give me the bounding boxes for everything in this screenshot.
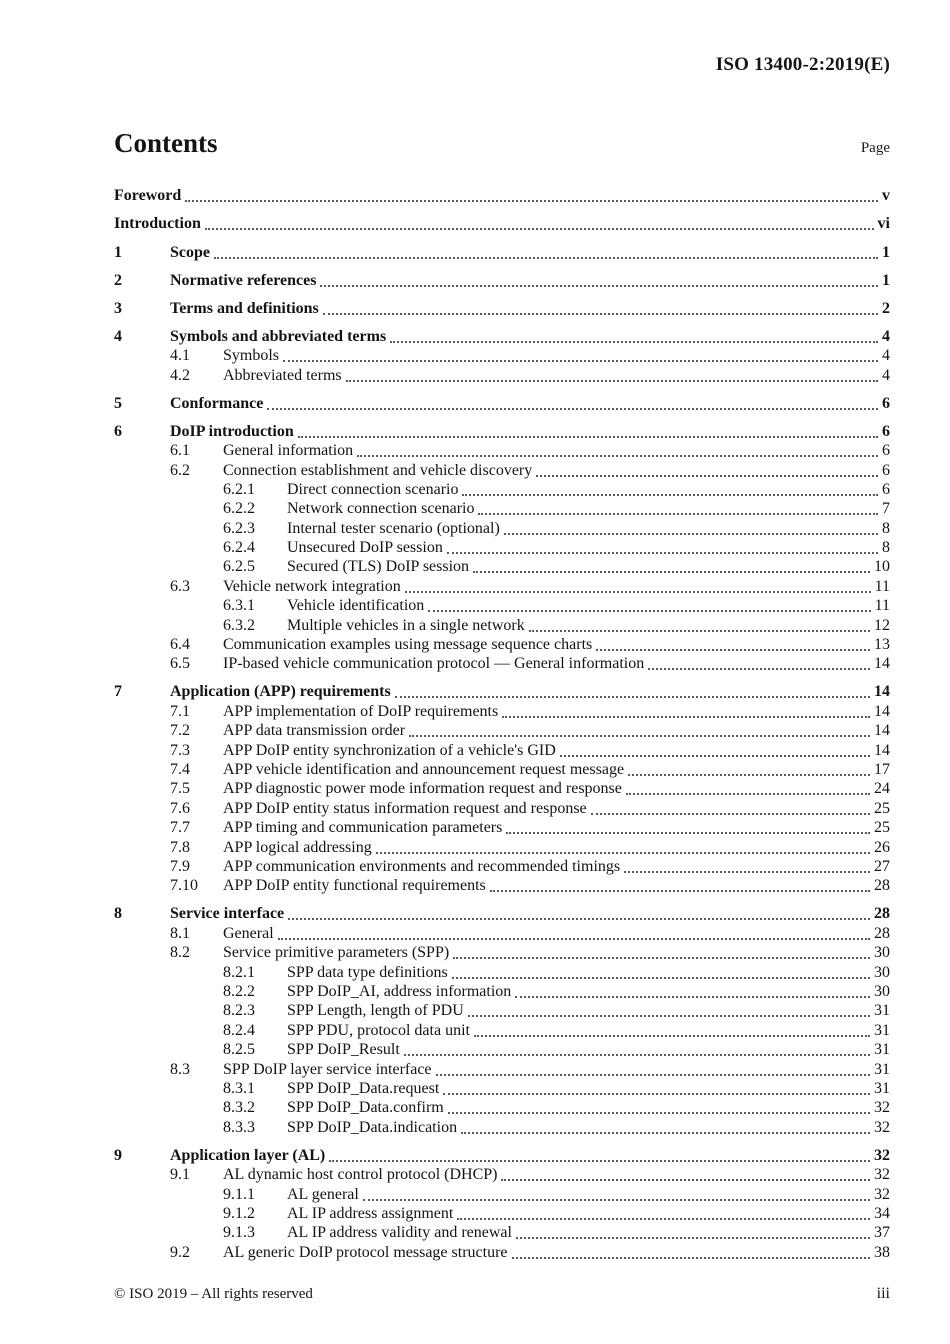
toc-entry-number: 6.3.1: [223, 597, 255, 615]
toc-entry-page: 32: [874, 1118, 890, 1136]
toc-entry-page: 12: [874, 616, 890, 634]
dot-leader: [504, 533, 878, 535]
toc-entry-number: 4: [114, 327, 122, 345]
toc-entry: [114, 654, 890, 673]
toc-entry-title: Application (APP) requirements: [170, 683, 391, 701]
toc-entry-title: SPP data type definitions: [287, 963, 448, 981]
dot-leader: [436, 1074, 870, 1076]
dot-leader: [624, 871, 870, 873]
toc-entry: [114, 904, 890, 923]
dot-leader: [323, 313, 878, 315]
dot-leader: [648, 668, 870, 670]
toc-entry-page: 4: [882, 347, 890, 365]
toc-entry-title: SPP DoIP_Data.request: [287, 1079, 440, 1097]
toc-entry-page: 1: [882, 271, 890, 289]
toc-entry-number: 7.4: [170, 761, 190, 779]
toc-entry-page: 31: [874, 1021, 890, 1039]
toc-entry: [114, 923, 890, 942]
doc-reference: ISO 13400-2:2019(E): [715, 54, 890, 75]
page-column-label: Page: [860, 140, 890, 156]
toc-entry-page: 14: [874, 741, 890, 759]
dot-leader: [278, 938, 870, 940]
toc-entry: [114, 365, 890, 384]
dot-leader: [376, 852, 870, 854]
dot-leader: [447, 552, 878, 554]
toc-entry-number: 6.3: [170, 577, 190, 595]
dot-leader: [501, 1179, 870, 1181]
toc-entry: [114, 326, 890, 345]
toc-entry-number: 7.3: [170, 741, 190, 759]
toc-entry: [114, 635, 890, 654]
toc-entry-page: v: [882, 187, 890, 205]
toc-entry-page: 8: [882, 539, 890, 557]
toc-entry: [114, 682, 890, 701]
dot-leader: [320, 285, 878, 287]
dot-leader: [409, 735, 870, 737]
toc-entry-title: Communication examples using message sequence charts: [223, 636, 593, 654]
toc-entry: [114, 298, 890, 317]
toc-entry-number: 8.2: [170, 944, 190, 962]
toc-entry-title: Application layer (AL): [170, 1146, 326, 1164]
dot-leader: [405, 591, 871, 593]
toc-entry-number: 7.10: [170, 877, 198, 895]
toc-entry: [114, 721, 890, 740]
toc-entry-title: APP DoIP entity synchronization of a vehicle's GID: [223, 741, 556, 759]
toc-entry-page: 31: [874, 1079, 890, 1097]
toc-entry: [114, 982, 890, 1001]
toc-entry: [114, 214, 890, 233]
toc-entry-title: Multiple vehicles in a single network: [287, 616, 525, 634]
dot-leader: [560, 755, 870, 757]
dot-leader: [490, 890, 870, 892]
toc-entry-number: 7.8: [170, 838, 190, 856]
dot-leader: [395, 696, 870, 698]
toc-entry-title: APP logical addressing: [223, 838, 372, 856]
copyright-notice: © ISO 2019 – All rights reserved: [114, 1286, 313, 1302]
toc-entry-page: 32: [874, 1146, 890, 1164]
toc-entry-page: 25: [874, 799, 890, 817]
toc-entry-number: 6: [114, 422, 122, 440]
toc-entry-number: 5: [114, 394, 122, 412]
toc-entry-title: Service primitive parameters (SPP): [223, 944, 450, 962]
toc-entry-title: General information: [223, 442, 354, 460]
toc-entry-page: 11: [874, 597, 890, 615]
toc-entry-page: 28: [874, 905, 890, 923]
dot-leader: [457, 1218, 870, 1220]
footer: [114, 1285, 890, 1303]
toc-entry-page: 24: [874, 780, 890, 798]
toc-entry-page: 7: [882, 500, 890, 518]
toc-entry-title: Network connection scenario: [287, 500, 475, 518]
toc-entry: [114, 518, 890, 537]
dot-leader: [506, 832, 870, 834]
toc-entry-number: 9.1.3: [223, 1224, 255, 1242]
toc-entry: [114, 1165, 890, 1184]
toc-entry-page: 6: [882, 442, 890, 460]
dot-leader: [428, 610, 870, 612]
dot-leader: [512, 1257, 871, 1259]
toc-entry-number: 7.1: [170, 702, 190, 720]
toc-entry-page: 28: [874, 877, 890, 895]
toc-entry: [114, 242, 890, 261]
toc-entry-number: 4.1: [170, 347, 190, 365]
toc-entry-number: 7.5: [170, 780, 190, 798]
toc-entry-title: APP DoIP entity status information request and response: [223, 799, 587, 817]
toc-entry: [114, 186, 890, 205]
dot-leader: [185, 200, 878, 202]
toc-entry-number: 7.7: [170, 819, 190, 837]
toc-entry: [114, 1040, 890, 1059]
toc-entry: [114, 740, 890, 759]
toc-entry: [114, 1001, 890, 1020]
toc-entry: [114, 1204, 890, 1223]
dot-leader: [404, 1054, 870, 1056]
toc-entry-title: SPP Length, length of PDU: [287, 1002, 464, 1020]
toc-entry-number: 9.1.1: [223, 1185, 255, 1203]
toc-entry: [114, 962, 890, 981]
dot-leader: [529, 630, 870, 632]
toc-entry-title: AL IP address validity and renewal: [287, 1224, 512, 1242]
toc-entry-number: 9: [114, 1146, 122, 1164]
toc-entry-number: 2: [114, 271, 122, 289]
dot-leader: [267, 408, 878, 410]
toc-entry-page: 32: [874, 1166, 890, 1184]
toc-entry-page: 37: [874, 1224, 890, 1242]
toc-entry-title: IP-based vehicle communication protocol — General information: [223, 655, 645, 673]
dot-leader: [346, 380, 878, 382]
dot-leader: [298, 436, 878, 438]
toc-entry-number: 9.1.2: [223, 1205, 255, 1223]
dot-leader: [443, 1093, 870, 1095]
dot-leader: [363, 1199, 870, 1201]
toc-entry-title: SPP DoIP_AI, address information: [287, 983, 512, 1001]
dot-leader: [453, 957, 870, 959]
toc-entry: [114, 857, 890, 876]
toc-entry-title: SPP DoIP_Result: [287, 1041, 400, 1059]
dot-leader: [468, 1015, 870, 1017]
toc-entry-title: Scope: [170, 243, 210, 261]
toc-entry-number: 4.2: [170, 366, 190, 384]
toc-entry: [114, 1242, 890, 1261]
toc-entry-page: vi: [877, 215, 890, 233]
toc-entry: [114, 1020, 890, 1039]
toc-entry-number: 6.2.5: [223, 558, 255, 576]
toc-entry-title: AL general: [287, 1185, 359, 1203]
dot-leader: [536, 475, 878, 477]
toc-entry: [114, 538, 890, 557]
dot-leader: [628, 774, 870, 776]
toc-entry-page: 6: [882, 480, 890, 498]
toc-entry: [114, 460, 890, 479]
dot-leader: [205, 228, 874, 230]
toc-entry-number: 3: [114, 299, 122, 317]
dot-leader: [283, 360, 878, 362]
toc-entry-page: 6: [882, 422, 890, 440]
toc-entry-number: 8.1: [170, 924, 190, 942]
toc-entry-title: APP DoIP entity functional requirements: [223, 877, 486, 895]
dot-leader: [461, 1132, 870, 1134]
dot-leader: [329, 1160, 870, 1162]
toc-entry: [114, 760, 890, 779]
dot-leader: [502, 716, 870, 718]
toc-entry-number: 8.2.2: [223, 983, 255, 1001]
toc-entry-title: SPP DoIP_Data.confirm: [287, 1099, 444, 1117]
toc-entry-number: 1: [114, 243, 122, 261]
toc-entry-page: 25: [874, 819, 890, 837]
toc-entry-title: Symbols: [223, 347, 280, 365]
toc-entry-page: 14: [874, 702, 890, 720]
dot-leader: [516, 1237, 870, 1239]
toc-entry-title: Vehicle network integration: [223, 577, 401, 595]
toc-entry-number: 7.6: [170, 799, 190, 817]
toc-entry-page: 28: [874, 924, 890, 942]
toc-entry-title: Service interface: [170, 905, 285, 923]
toc-entry: [114, 943, 890, 962]
toc-entry-title: SPP DoIP_Data.indication: [287, 1118, 458, 1136]
toc-entry: [114, 499, 890, 518]
toc-entry-page: 26: [874, 838, 890, 856]
toc-entry-title: AL generic DoIP protocol message structure: [223, 1243, 508, 1261]
toc-entry: [114, 576, 890, 595]
toc-entry-title: APP implementation of DoIP requirements: [223, 702, 499, 720]
toc-entry-title: Abbreviated terms: [223, 366, 342, 384]
toc-entry-title: APP diagnostic power mode information request and response: [223, 780, 622, 798]
toc-entry: [114, 837, 890, 856]
toc-entry-title: SPP PDU, protocol data unit: [287, 1021, 470, 1039]
toc-entry-number: 9.2: [170, 1243, 190, 1261]
dot-leader: [452, 977, 870, 979]
toc-entry-title: Introduction: [114, 215, 201, 233]
toc-entry-title: Connection establishment and vehicle discovery: [223, 461, 533, 479]
toc-entry: [114, 798, 890, 817]
toc-entry: [114, 876, 890, 895]
contents-header: [114, 128, 890, 159]
toc-entry-number: 6.3.2: [223, 616, 255, 634]
toc-entry-title: AL dynamic host control protocol (DHCP): [223, 1166, 498, 1184]
toc-entry-title: APP timing and communication parameters: [223, 819, 503, 837]
toc-entry-page: 4: [882, 327, 890, 345]
dot-leader: [288, 918, 870, 920]
toc-entry-title: Vehicle identification: [287, 597, 425, 615]
toc-entry-title: Secured (TLS) DoIP session: [287, 558, 470, 576]
toc-entry-page: 30: [874, 983, 890, 1001]
toc-entry-number: 6.4: [170, 636, 190, 654]
toc-entry-page: 32: [874, 1185, 890, 1203]
toc-entry-title: General: [223, 924, 274, 942]
toc-entry-page: 14: [874, 722, 890, 740]
toc-entry-page: 17: [874, 761, 890, 779]
dot-leader: [591, 813, 870, 815]
toc-entry: [114, 557, 890, 576]
toc-entry-number: 8.2.5: [223, 1041, 255, 1059]
dot-leader: [478, 513, 878, 515]
toc-entry-page: 31: [874, 1041, 890, 1059]
toc-entry-number: 6.2.3: [223, 519, 255, 537]
toc-entry-page: 11: [874, 577, 890, 595]
toc-entry-title: DoIP introduction: [170, 422, 294, 440]
footer-page-number: iii: [876, 1285, 890, 1302]
toc-entry-page: 27: [874, 858, 890, 875]
toc-entry-number: 8.2.1: [223, 963, 255, 981]
dot-leader: [596, 649, 870, 651]
toc-entry-title: SPP DoIP layer service interface: [223, 1060, 432, 1078]
toc-entry: [114, 346, 890, 365]
toc-entry: [114, 441, 890, 460]
page-title: Contents: [114, 128, 218, 158]
toc-entry-page: 30: [874, 944, 890, 962]
dot-leader: [515, 996, 870, 998]
toc-entry-number: 6.2: [170, 461, 190, 479]
toc-entry-title: Conformance: [170, 394, 264, 412]
toc-entry-number: 8: [114, 905, 122, 923]
toc-entry: [114, 1059, 890, 1078]
toc-entry: [114, 1223, 890, 1242]
toc-entry: [114, 270, 890, 289]
toc-entry-page: 1: [882, 243, 890, 261]
toc-entry-page: 4: [882, 366, 890, 384]
toc-entry-page: 31: [874, 1060, 890, 1078]
toc-entry: [114, 1098, 890, 1117]
toc-entry-title: APP communication environments and recommended timings: [223, 858, 621, 875]
toc-entry-page: 34: [874, 1205, 890, 1223]
toc-entry-title: APP data transmission order: [223, 722, 406, 740]
dot-leader: [462, 494, 878, 496]
dot-leader: [626, 793, 870, 795]
toc-entry-page: 10: [874, 558, 890, 576]
toc-entry-number: 8.3.3: [223, 1118, 255, 1136]
toc-entry-title: Symbols and abbreviated terms: [170, 327, 387, 345]
toc-entry-page: 13: [874, 636, 890, 654]
toc-entry: [114, 480, 890, 499]
toc-entry: [114, 1145, 890, 1164]
toc-entry-number: 8.2.3: [223, 1002, 255, 1020]
toc-entry-number: 9.1: [170, 1166, 190, 1184]
toc-entry-page: 6: [882, 394, 890, 412]
toc-entry-number: 6.2.1: [223, 480, 255, 498]
toc-entry-number: 8.3.2: [223, 1099, 255, 1117]
toc-entry-page: 32: [874, 1099, 890, 1117]
dot-leader: [473, 571, 870, 573]
toc-entry-title: Unsecured DoIP session: [287, 539, 443, 557]
toc-entry: [114, 596, 890, 615]
toc-entry-number: 6.2.4: [223, 539, 255, 557]
toc-entry: [114, 818, 890, 837]
toc-entry-page: 6: [882, 461, 890, 479]
toc-entry-page: 14: [874, 683, 890, 701]
dot-leader: [357, 455, 878, 457]
dot-leader: [474, 1035, 870, 1037]
dot-leader: [390, 341, 878, 343]
dot-leader: [448, 1112, 870, 1114]
toc-entry: [114, 1117, 890, 1136]
toc-entry-title: Internal tester scenario (optional): [287, 519, 500, 537]
toc-entry-title: AL IP address assignment: [287, 1205, 454, 1223]
toc-entry-title: Direct connection scenario: [287, 480, 459, 498]
toc-entry-page: 14: [874, 655, 890, 673]
toc-entry-number: 8.3.1: [223, 1079, 255, 1097]
toc-entry-number: 8.2.4: [223, 1021, 255, 1039]
toc-entry: [114, 1184, 890, 1203]
toc-entry-number: 7.9: [170, 858, 190, 875]
toc-entry-number: 6.1: [170, 442, 190, 460]
toc-entry: [114, 421, 890, 440]
toc-entry-number: 7.2: [170, 722, 190, 740]
toc-entry-title: Foreword: [114, 187, 182, 205]
toc-entry: [114, 779, 890, 798]
toc-entry-page: 2: [882, 299, 890, 317]
toc-entry-page: 30: [874, 963, 890, 981]
toc-entry-number: 8.3: [170, 1060, 190, 1078]
toc-entry: [114, 615, 890, 634]
toc-entry: [114, 1079, 890, 1098]
toc-entry: [114, 393, 890, 412]
toc-entry-title: Terms and definitions: [170, 299, 319, 317]
toc-entry-page: 38: [874, 1243, 890, 1261]
toc-entry-page: 8: [882, 519, 890, 537]
toc-entry-title: Normative references: [170, 271, 317, 289]
toc: [114, 186, 890, 1262]
toc-entry: [114, 701, 890, 720]
toc-entry-number: 6.2.2: [223, 500, 255, 518]
toc-entry-page: 31: [874, 1002, 890, 1020]
toc-entry-number: 7: [114, 683, 122, 701]
toc-entry-title: APP vehicle identification and announcement request message: [223, 761, 625, 779]
dot-leader: [214, 257, 878, 259]
toc-entry-number: 6.5: [170, 655, 190, 673]
